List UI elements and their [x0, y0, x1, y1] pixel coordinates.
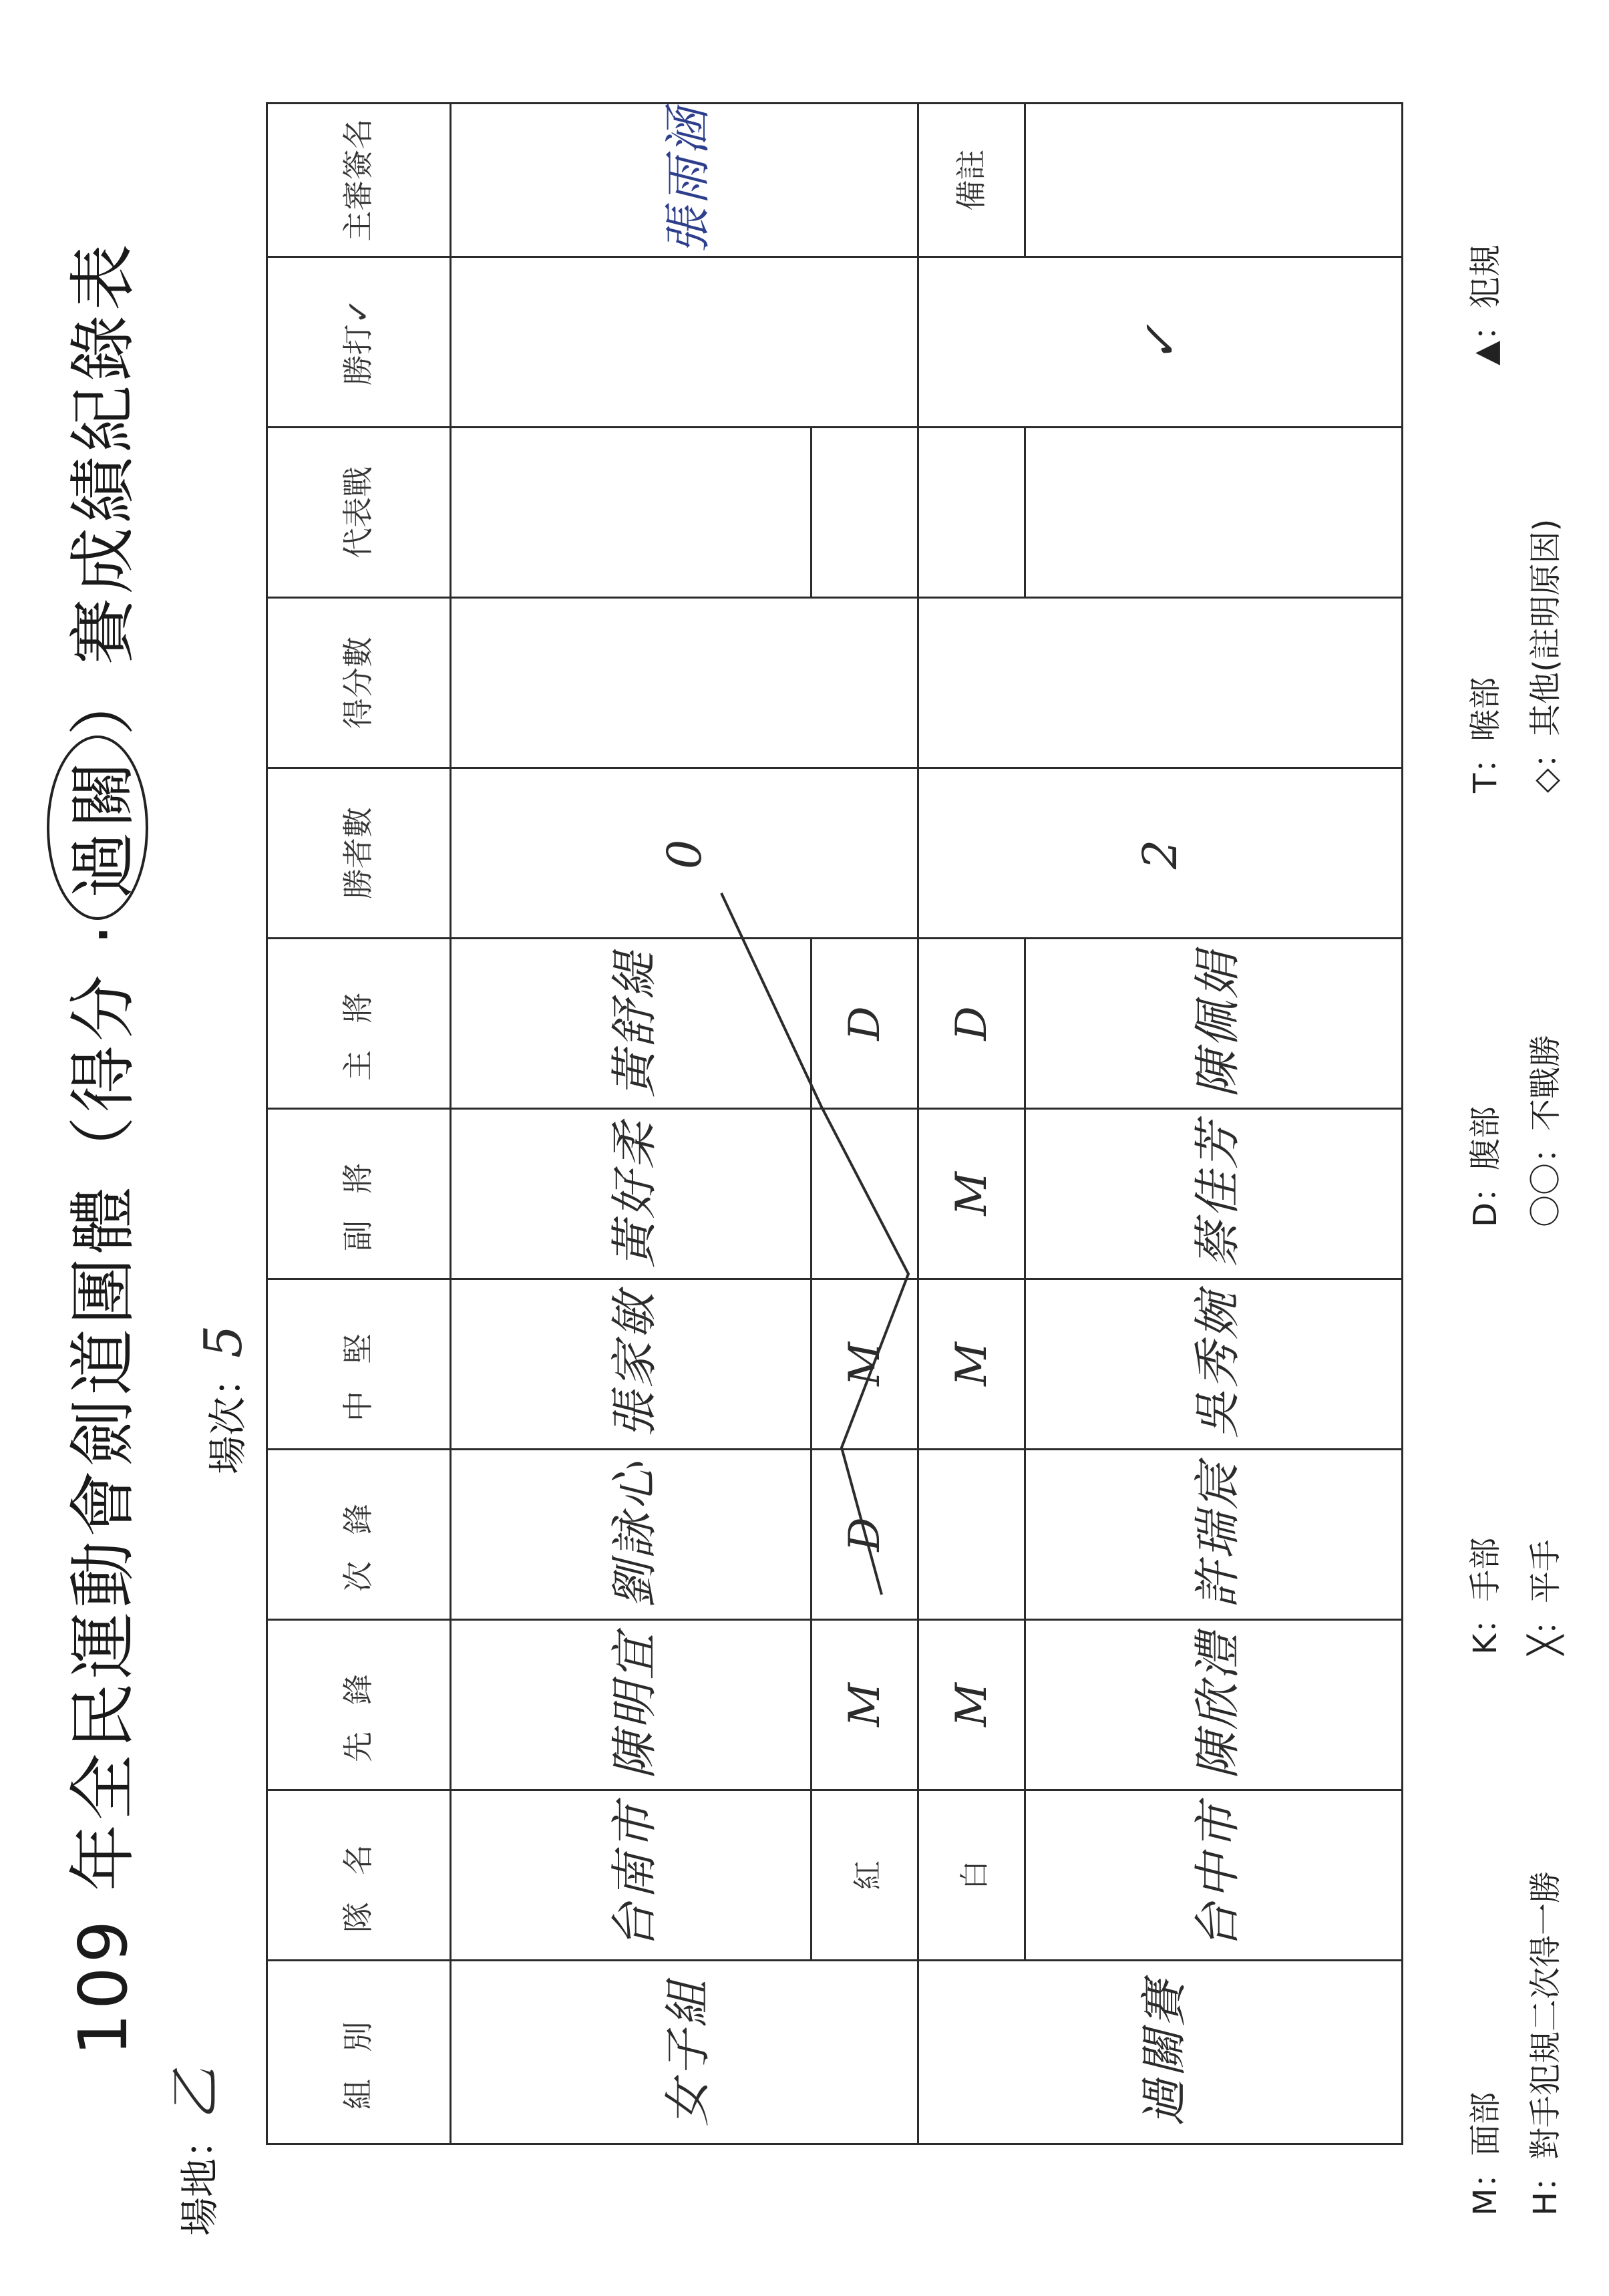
legend-other: ◇：其他(註明原因) [1527, 518, 1564, 793]
position-header-2: 次鋒 [267, 1450, 451, 1620]
legend-draw: ╳：平手 [1527, 1539, 1564, 1655]
position-header-3: 中堅 [267, 1279, 451, 1450]
white-wins: 2 [918, 768, 1403, 939]
position-header-5: 主將 [267, 939, 451, 1109]
division-value: 女子組 [451, 1961, 918, 2144]
position-header-1: 先鋒 [267, 1620, 451, 1790]
red-mark-3: M [812, 1279, 918, 1450]
white-rep-sub [918, 428, 1025, 598]
red-side-label: 紅 [812, 1790, 918, 1961]
title-circled-option: 過關 [47, 735, 148, 920]
legend-m: M：面部 [1467, 2092, 1504, 2216]
red-mark-2: D [812, 1450, 918, 1620]
white-player-1: 陳欣澧 [1025, 1620, 1403, 1790]
sheet-title [47, 0, 148, 2296]
red-player-1: 陳明宜 [451, 1620, 812, 1790]
match-field [194, 1325, 254, 1474]
red-player-3: 張家敏 [451, 1279, 812, 1450]
white-mark-3: M [918, 1279, 1025, 1450]
red-points [451, 598, 918, 768]
red-mark-5: D [812, 939, 918, 1109]
white-points [918, 598, 1403, 768]
title-prefix: 109 年全民運動會劍道團體（得分 · [64, 920, 142, 2056]
red-rep [451, 428, 812, 598]
white-mark-4: M [918, 1109, 1025, 1279]
white-player-4: 蔡佳芳 [1025, 1109, 1403, 1279]
referee-signature: 張雨涵 [451, 104, 918, 257]
white-player-5: 陳佩娟 [1025, 939, 1403, 1109]
red-victory [451, 257, 918, 428]
red-player-4: 黃好柔 [451, 1109, 812, 1279]
white-mark-1: M [918, 1620, 1025, 1790]
white-side-label: 白 [918, 1790, 1025, 1961]
red-player-5: 黃舒緹 [451, 939, 812, 1109]
wins-header: 勝者數 [267, 768, 451, 939]
rep-header: 代表戰 [267, 428, 451, 598]
referee-header: 主審簽名 [267, 104, 451, 257]
legend-k: K：手部 [1467, 1537, 1504, 1655]
legend-t: T：喉部 [1467, 677, 1504, 793]
stage-value: 過關賽 [918, 1961, 1403, 2144]
note-header: 備註 [918, 104, 1025, 257]
red-wins: 0 [451, 768, 918, 939]
white-team-name: 台中市 [1025, 1790, 1403, 1961]
position-header-4: 副將 [267, 1109, 451, 1279]
white-player-2: 許瑞宸 [1025, 1450, 1403, 1620]
points-header: 得分數 [267, 598, 451, 768]
score-table [266, 102, 1403, 2145]
white-victory-check: ✓ [918, 257, 1403, 428]
venue-field [154, 2068, 228, 2236]
white-mark-5: D [918, 939, 1025, 1109]
legend-d: D：腹部 [1467, 1106, 1504, 1227]
team-header: 隊名 [267, 1790, 451, 1961]
match-value: 5 [194, 1325, 254, 1358]
venue-label: 場地： [177, 2119, 222, 2236]
white-mark-2 [918, 1450, 1025, 1620]
legend-h: H：對手犯規二次得一勝 [1527, 1870, 1564, 2216]
legend-foul: ▲：犯規 [1467, 244, 1504, 365]
white-player-3: 吳秀婉 [1025, 1279, 1403, 1450]
victory-header: 勝打✓ [267, 257, 451, 428]
red-player-2: 劉詠心 [451, 1450, 812, 1620]
note-cell [1025, 104, 1403, 257]
match-label: 場次： [205, 1357, 250, 1474]
division-header: 組別 [267, 1961, 451, 2144]
red-team-name: 台南市 [451, 1790, 812, 1961]
white-rep [1025, 428, 1403, 598]
venue-value: 乙 [166, 2067, 226, 2120]
legend-walkover: 〇〇：不戰勝 [1527, 1034, 1564, 1227]
red-mark-1: M [812, 1620, 918, 1790]
red-mark-4 [812, 1109, 918, 1279]
red-rep-sub [812, 428, 918, 598]
title-suffix: ）賽成績紀錄表 [64, 240, 142, 736]
